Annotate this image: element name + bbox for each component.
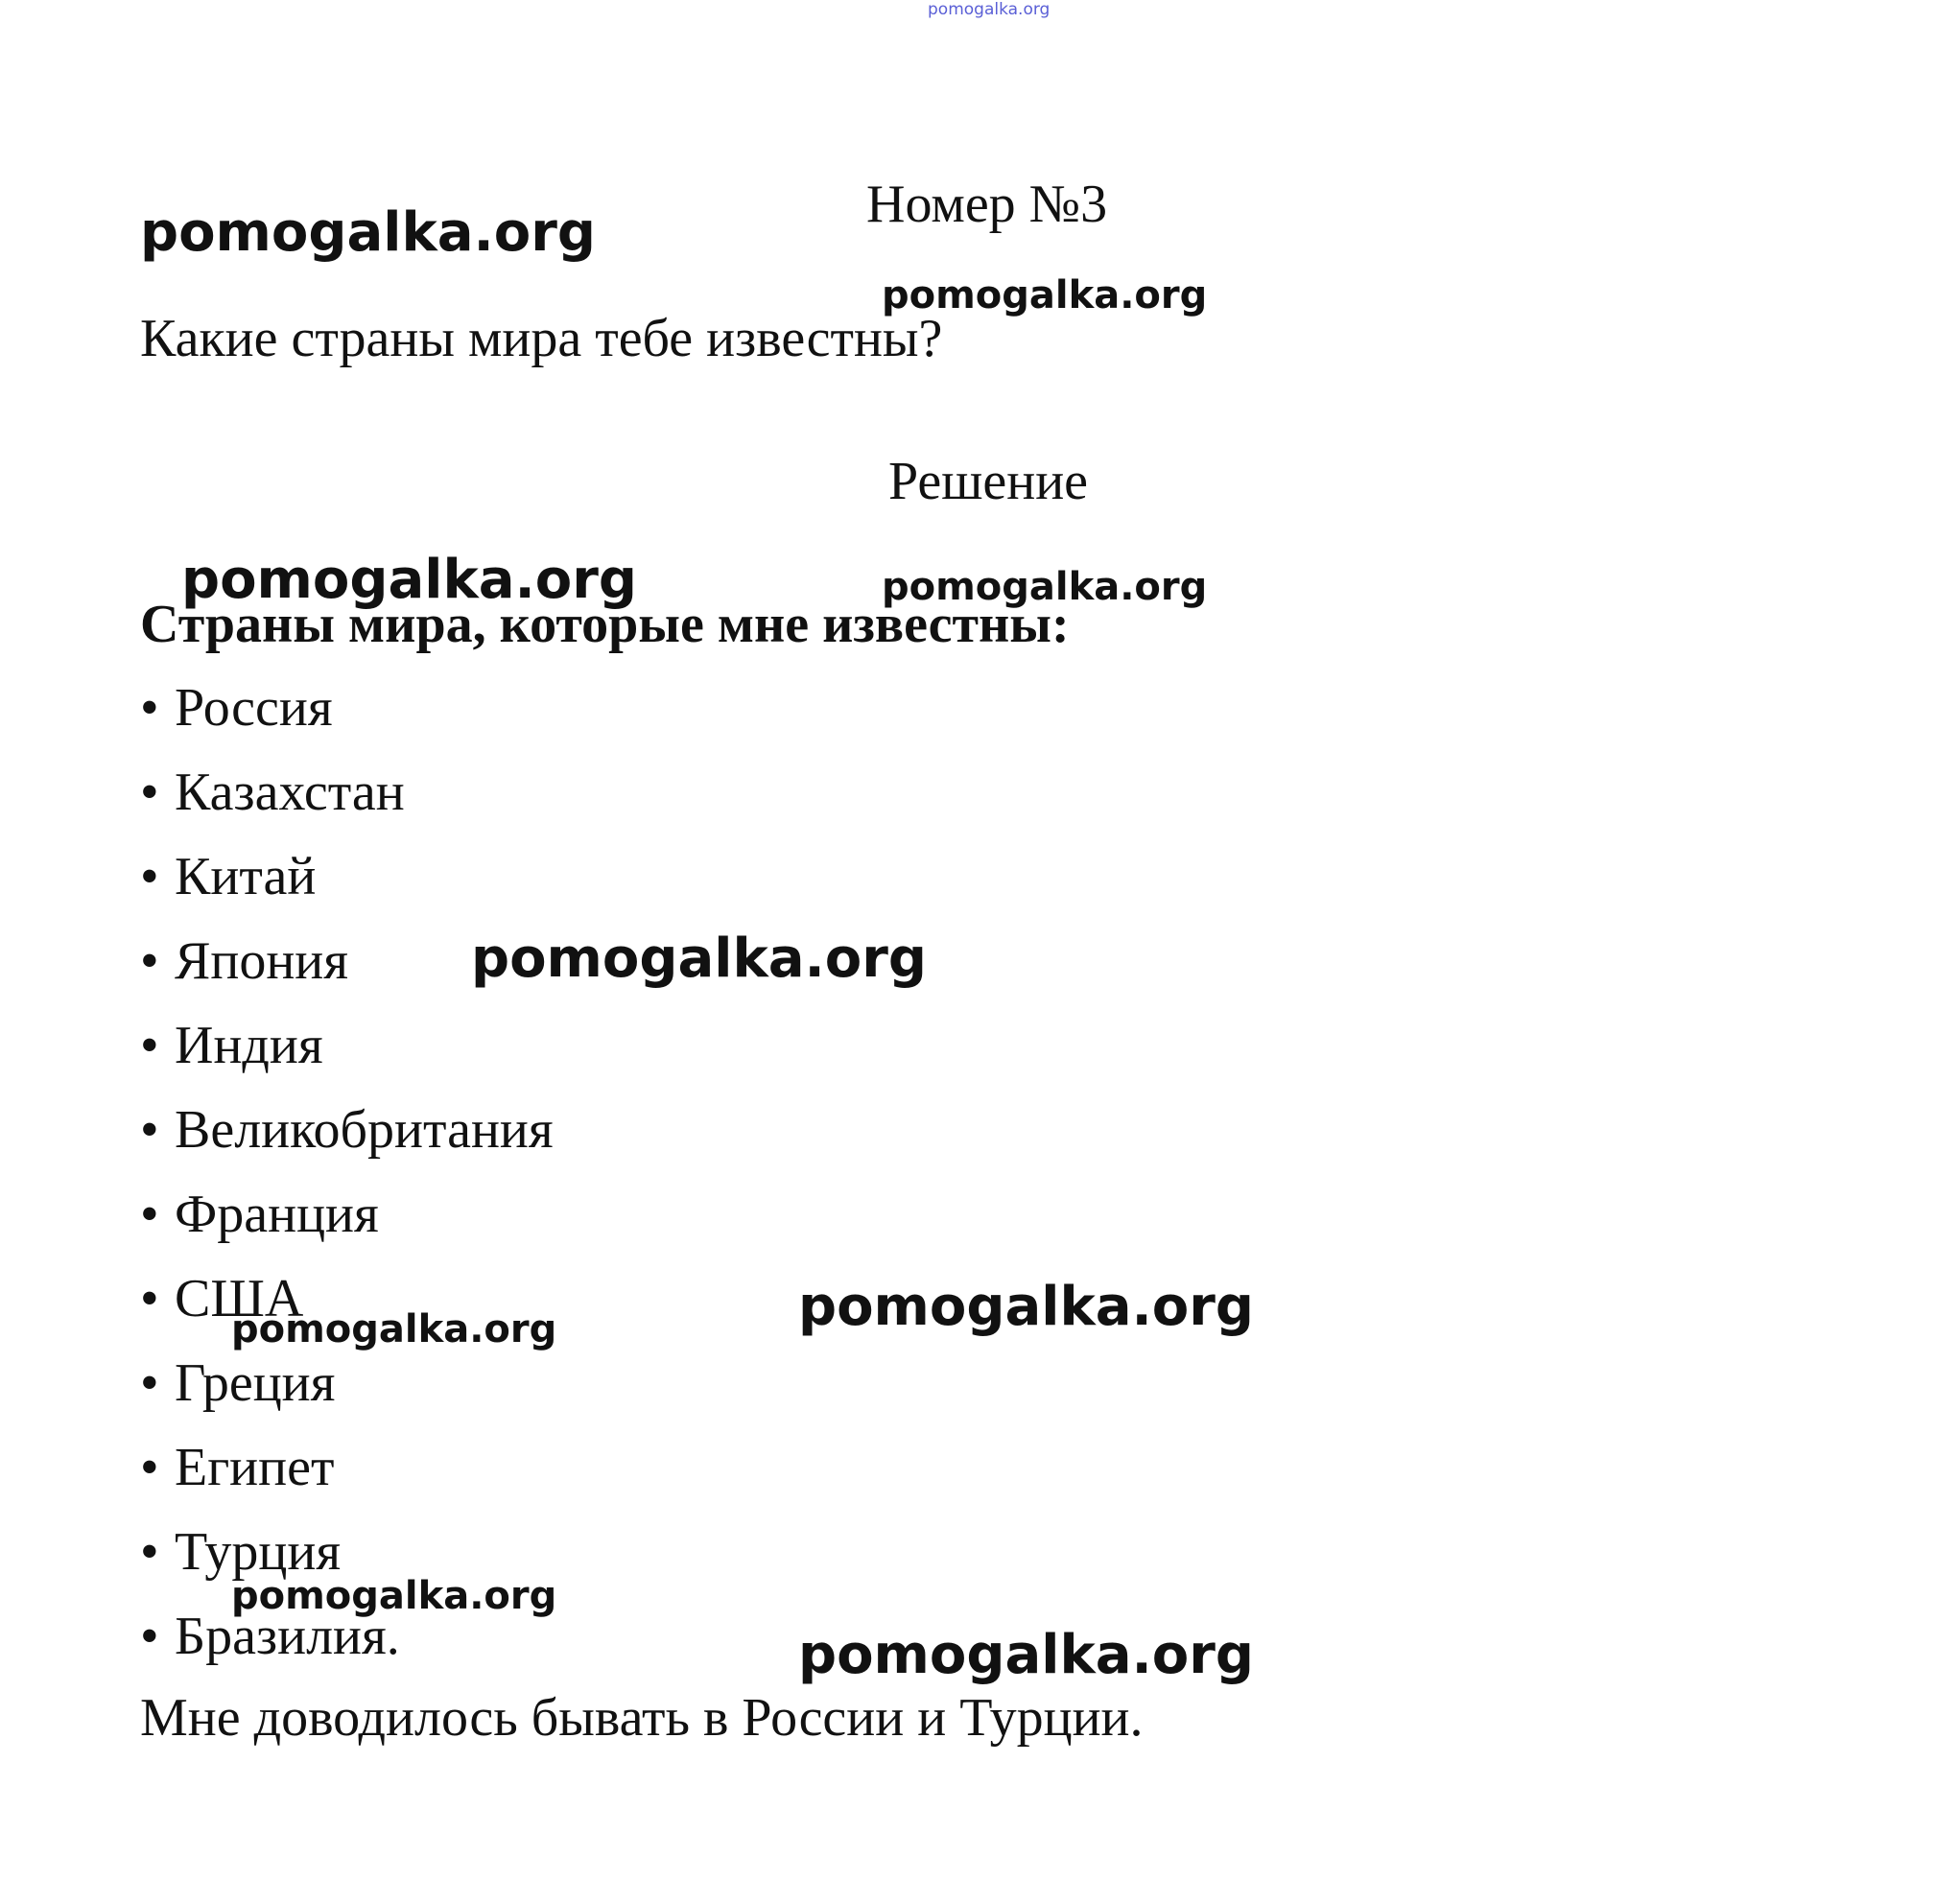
list-item bbox=[140, 1437, 554, 1521]
solution-label: Решение bbox=[888, 452, 1089, 511]
bullet-icon: • bbox=[140, 763, 159, 822]
list-item bbox=[140, 677, 554, 762]
bullet-icon: • bbox=[140, 1438, 159, 1497]
list-item bbox=[140, 1352, 554, 1437]
list-item bbox=[140, 762, 554, 846]
closing-note: Мне доводилось бывать в России и Турции. bbox=[140, 1688, 1144, 1748]
country-name: Турция bbox=[175, 1522, 342, 1582]
bullet-icon: • bbox=[140, 847, 159, 906]
page-title: Номер №3 bbox=[866, 175, 1108, 234]
bullet-icon: • bbox=[140, 931, 159, 991]
country-name: Бразилия. bbox=[175, 1607, 400, 1666]
list-item bbox=[140, 1015, 554, 1099]
list-item bbox=[140, 1606, 554, 1690]
watermark: pomogalka.org bbox=[798, 1624, 1254, 1686]
watermark: pomogalka.org bbox=[882, 273, 1208, 317]
watermark: pomogalka.org bbox=[1468, 1840, 1476, 1841]
watermark: pomogalka.org bbox=[231, 1307, 557, 1351]
country-list bbox=[140, 677, 557, 1690]
watermark: pomogalka.org bbox=[798, 1276, 1254, 1338]
bullet-icon: • bbox=[140, 1100, 159, 1160]
watermark: pomogalka.org bbox=[140, 201, 596, 264]
list-item bbox=[140, 1184, 554, 1268]
watermark: pomogalka.org bbox=[181, 549, 637, 611]
question-text: Какие страны мира тебе известны? bbox=[140, 309, 943, 368]
watermark: pomogalka.org bbox=[231, 1574, 557, 1618]
bullet-icon: • bbox=[140, 1269, 159, 1328]
answer-heading: Страны мира, которые мне известны: bbox=[140, 595, 1070, 654]
country-name: Египет bbox=[175, 1438, 335, 1497]
bullet-icon: • bbox=[140, 1016, 159, 1075]
country-name: Казахстан bbox=[175, 763, 405, 822]
country-name: Франция bbox=[175, 1185, 379, 1244]
bullet-icon: • bbox=[140, 1522, 159, 1582]
bullet-icon: • bbox=[140, 1185, 159, 1244]
country-name: США bbox=[175, 1269, 304, 1328]
country-name: Великобритания bbox=[175, 1100, 554, 1160]
bullet-icon: • bbox=[140, 678, 159, 738]
list-item bbox=[140, 846, 554, 930]
country-name: Греция bbox=[175, 1353, 336, 1413]
country-name: Китай bbox=[175, 847, 317, 906]
country-name: Япония bbox=[175, 931, 349, 991]
watermark: pomogalka.org bbox=[471, 928, 927, 990]
bullet-icon: • bbox=[140, 1353, 159, 1413]
country-name: Россия bbox=[175, 678, 333, 738]
bullet-icon: • bbox=[140, 1607, 159, 1666]
list-item bbox=[140, 1099, 554, 1184]
watermark: pomogalka.org bbox=[882, 565, 1208, 609]
watermark-top[interactable]: pomogalka.org bbox=[928, 0, 1051, 19]
country-name: Индия bbox=[175, 1016, 323, 1075]
